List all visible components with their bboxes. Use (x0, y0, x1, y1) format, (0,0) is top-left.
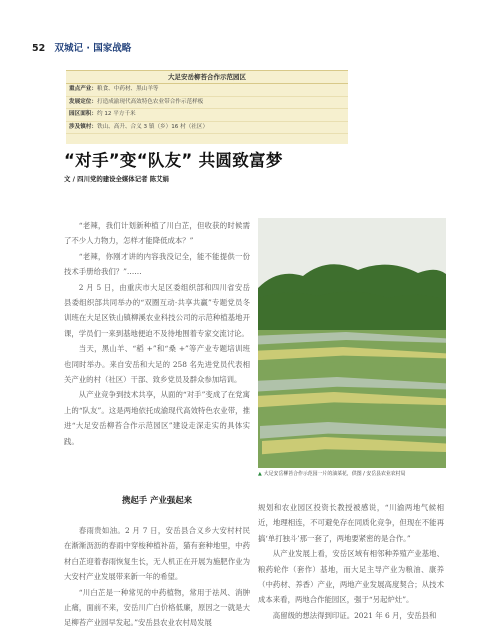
article-paragraph: “老辣，你刚才讲的内容我没记全，能不能提供一份技术手册给我们？”…… (64, 251, 250, 277)
caption-triangle-icon: ▲ (258, 471, 262, 477)
article-paragraph: 2 月 5 日，由重庆市大足区委组织部和四川省安岳县委组织部共同举办的“双圈互动·共享共赢”专题党员冬训班在大足区铁山镇柳溪农业科技公司的示范种植基地开课，学员们一来到基地便迫不及待地围着专家交流讨论。 (64, 282, 250, 338)
info-value: 约 12 平方千米 (96, 111, 136, 117)
article-column-left-lower (64, 523, 250, 631)
article-paragraph: “老辣，我们计划新种植了川白芷，但收获的时候需了不少人力物力，怎样才能降低成本？” (64, 221, 250, 246)
farmland-photo-image (258, 218, 446, 468)
section-label: 双城记 · 国家战略 (54, 43, 132, 54)
info-value: 铁山、高升、合义 3 镇（乡）16 村（社区） (96, 123, 209, 130)
park-info-box (66, 70, 348, 144)
article-paragraph: 高留级的想法得到印证。2021 年 6 月，安岳县和 (272, 610, 437, 620)
info-row (66, 122, 348, 135)
info-key: 园区面积： (69, 111, 97, 117)
info-value: 粮食、中药材、黑山羊等 (96, 86, 159, 92)
article-paragraph: 从产业发展上看，安岳区域有相邻种养殖产业基地、粮药轮作（套作）基地，而大足主导产业为粮油、康养（中药材、养香）产业，两地产业发展高度契合；从技术成本来看，两地合作能园区，强于“另起炉灶”。 (258, 549, 444, 605)
info-row (66, 84, 348, 97)
info-box-title: 大足安岳柳苔合作示范园区 (66, 71, 348, 84)
article-column-left (64, 218, 250, 449)
info-row (66, 109, 348, 122)
info-key: 涉及镇村： (69, 123, 97, 130)
info-value: 打造成渝现代高效特色农业带合作示范样板 (96, 98, 204, 105)
info-row (66, 97, 348, 110)
article-paragraph: 规划和农业园区投资长教授被感说，“川渝两地气候相近，地理相连，不可避免存在同质化竞争，但现在不能再搞‘单打独斗’那一套了，两地要紧密的是合作。” (258, 503, 444, 543)
article-paragraph: 当天，黑山羊、“稻 +”和“桑 +”等产业专题培训班也同时举办。来自安岳和大足的 258 名先进党员代表相关产业的村（社区）干部、致乡党员及群众参加培训。 (64, 344, 250, 385)
caption-text: 大足安岳柳苔合作示范园一片的油菜花，供图 / 安岳县农业农村局 (263, 471, 406, 477)
farmland-photo (258, 218, 446, 468)
article-paragraph: 春雨贵如油。2 月 7 日，安岳县合义乡大安村村民在渐渐沥沥的春雨中穿梭种植补苗，猫有套种地里，中药材白芷迎着春雨恢复生长，无人机正在开展为施肥作业为大安村产业发展带来新一年的希望。 (64, 526, 250, 582)
section-subhead: 携起手 产业强起来 (122, 495, 192, 505)
page-header (32, 40, 131, 54)
article-headline: “对手”变“队友” 共圆致富梦 (64, 151, 283, 170)
info-key: 发展定位： (69, 98, 97, 105)
page-number: 52 (32, 43, 46, 54)
article-byline: 文 / 四川党的建设全媒体记者 陈艾娟 (64, 175, 169, 183)
article-paragraph: 从产业竞争到技术共享，从面的“对手”变成了在党寓上的“队友”。这是两地依托成渝现代高效特色农业带，推进“大足安岳柳苔合作示范园区”建设走深走实的具体实践。 (64, 390, 250, 446)
info-key: 重点产业： (69, 86, 97, 92)
article-column-right (258, 500, 444, 623)
photo-caption (258, 471, 448, 478)
article-paragraph: “川白芷是一种常见的中药植物，常用于祛风、消肿止痛，面前不来，安岳川广白价格低廉，原因之一就是大足柳苔产业园早发起。”安岳县农业农村局发展 (64, 587, 250, 628)
